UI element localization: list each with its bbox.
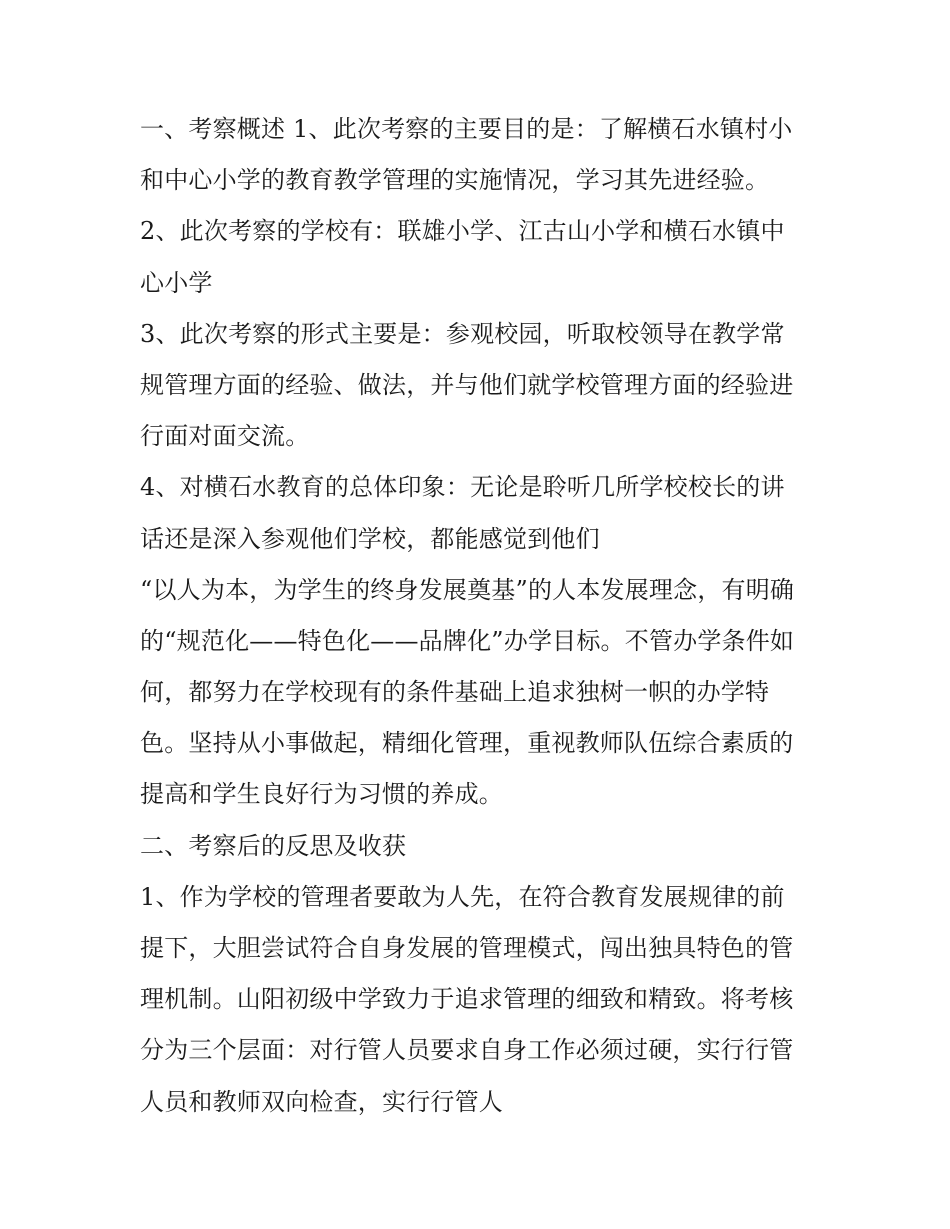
text-line: 3、此次考察的形式主要是：参观校园，听取校领导在教学常: [140, 319, 785, 348]
text-line: 色。坚持从小事做起，精细化管理，重视教师队伍综合素质的: [140, 729, 794, 758]
text-line: 一、考察概述 1、此次考察的主要目的是：了解横石水镇村小: [140, 115, 793, 143]
text-line: 话还是深入参观他们学校，都能感觉到他们: [140, 524, 600, 553]
text-line: 2、此次考察的学校有：联雄小学、江古山小学和横石水镇中: [140, 217, 785, 246]
text-line: “以人为本，为学生的终身发展奠基”的人本发展理念，有明确: [140, 575, 795, 604]
text-line: 理机制。山阳初级中学致力于追求管理的细致和精致。将考核: [140, 985, 794, 1014]
text-line: 分为三个层面：对行管人员要求自身工作必须过硬，实行行管: [140, 1036, 794, 1065]
text-line: 1、作为学校的管理者要敢为人先，在符合教育发展规律的前: [140, 882, 785, 911]
text-line: 4、对横石水教育的总体印象：无论是聆听几所学校校长的讲: [140, 473, 785, 502]
text-line: 和中心小学的教育教学管理的实施情况，学习其先进经验。: [140, 166, 770, 195]
text-line: 心小学: [140, 268, 213, 297]
text-line: 规管理方面的经验、做法，并与他们就学校管理方面的经验进: [140, 370, 794, 399]
section-heading: 二、考察后的反思及收获: [140, 831, 407, 860]
text-line: 的“规范化——特色化——品牌化”办学目标。不管办学条件如: [140, 626, 795, 655]
text-line: 提下，大胆尝试符合自身发展的管理模式，闯出独具特色的管: [140, 934, 794, 962]
text-line: 何，都努力在学校现有的条件基础上追求独树一帜的办学特: [140, 678, 770, 707]
document-body: [140, 104, 820, 1128]
text-line: 行面对面交流。: [140, 422, 310, 451]
text-line: 人员和教师双向检查，实行行管人: [140, 1087, 503, 1116]
text-line: 提高和学生良好行为习惯的养成。: [140, 780, 503, 809]
